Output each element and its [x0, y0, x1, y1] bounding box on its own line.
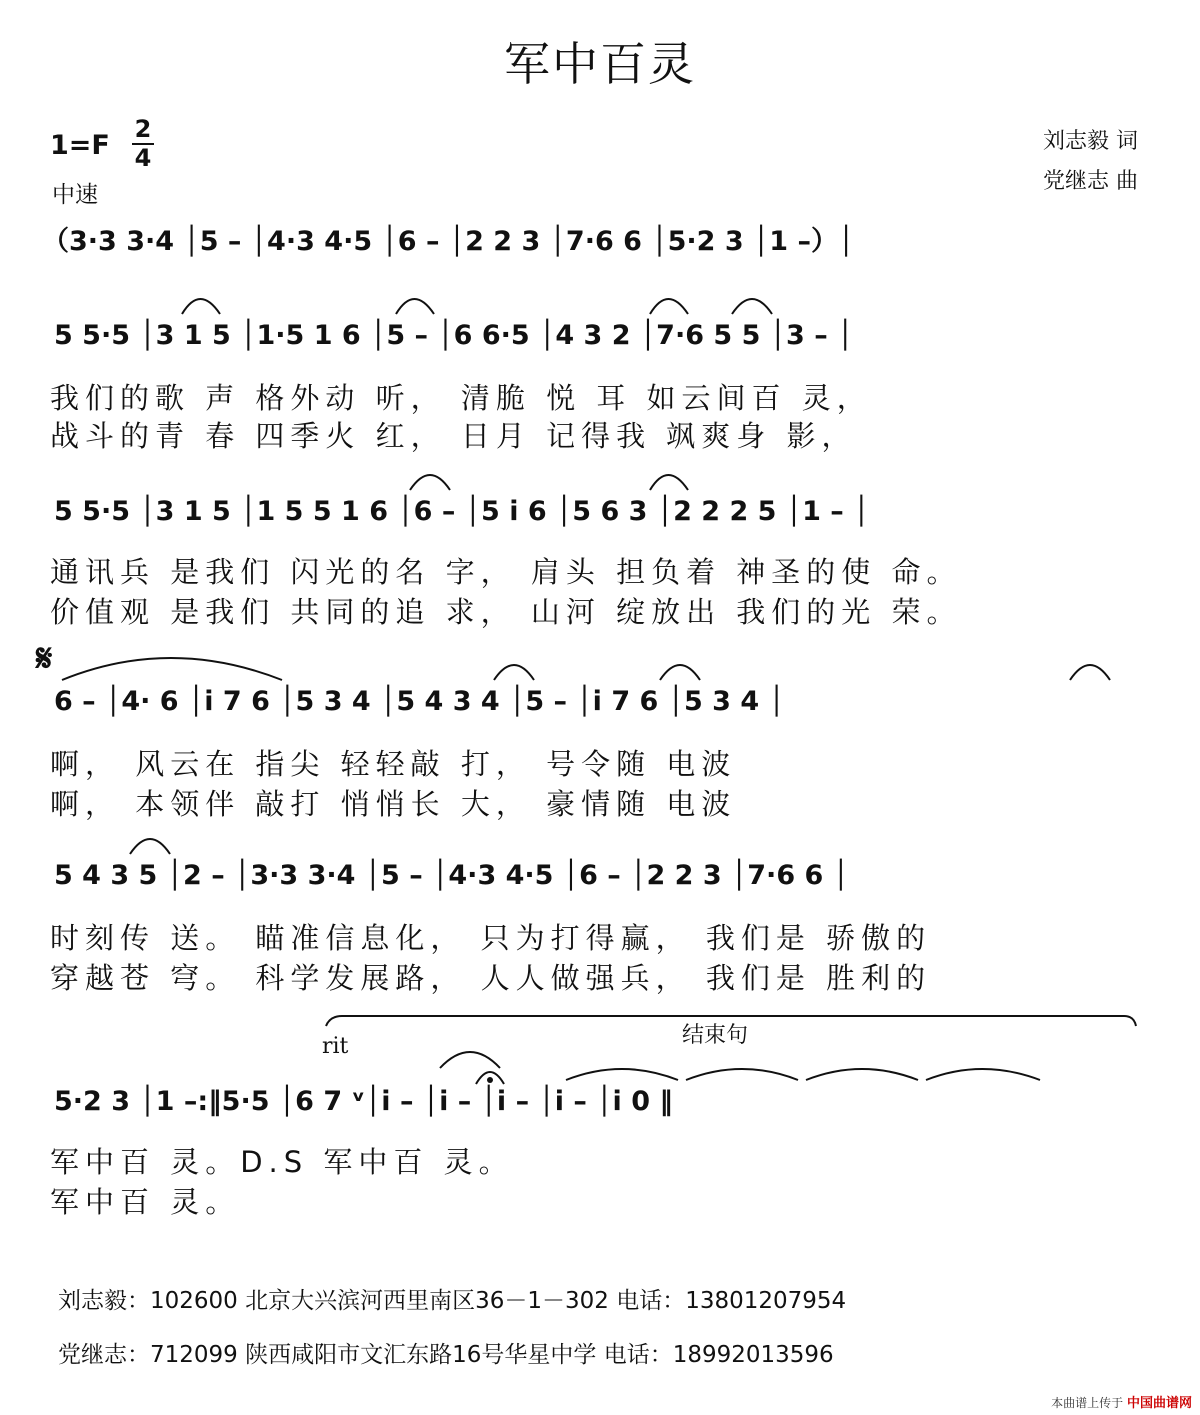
contact-composer: 党继志：712099 陕西咸阳市文汇东路16号华星中学 电话：18992013596 — [58, 1342, 834, 1368]
ritardando-marking: rit — [322, 1034, 349, 1059]
tempo-marking: 中速 — [52, 182, 98, 208]
fermata-dot — [487, 1077, 493, 1083]
key-signature: 1=F — [50, 130, 110, 161]
score-row-3-notes: 5 5·5 │3 1 5 │1 5 5 1 6 │6 – │5 i 6 │5 6 3 │2 2 2 5 │1 – │ — [54, 496, 870, 527]
lyricist-credit: 刘志毅 词 — [1043, 129, 1138, 154]
slur-row3-b — [650, 475, 688, 490]
slur-row4-b — [660, 665, 700, 680]
contact-lyricist: 刘志毅：102600 北京大兴滨河西里南区36－1－302 电话：13801207954 — [58, 1288, 847, 1314]
slur-row2-d — [732, 299, 772, 314]
score-row-2-lyric-2: 战斗的青 春 四季火 红， 日月 记得我 飒爽身 影， — [50, 419, 857, 453]
time-signature-bottom: 4 — [134, 144, 152, 172]
tie-row6-1 — [566, 1069, 678, 1080]
segno-icon: 𝄋 — [36, 636, 53, 680]
score-row-5-lyric-1: 时刻传 送。 瞄准信息化， 只为打得赢， 我们是 骄傲的 — [50, 921, 932, 955]
slur-row4-a — [494, 665, 534, 680]
score-row-5-lyric-2: 穿越苍 穹。 科学发展路， 人人做强兵， 我们是 胜利的 — [50, 961, 932, 995]
tie-row6-3 — [806, 1069, 918, 1080]
slur-row5-a — [130, 839, 170, 854]
score-row-5-notes: 5 4 3 5 │2 – │3·3 3·4 │5 – │4·3 4·5 │6 – │2 2 3 │7·6 6 │ — [54, 860, 849, 891]
score-row-2-notes: 5 5·5 │3 1 5 │1·5 1 6 │5 – │6 6·5 │4 3 2 │7·6 5 5 │3 – │ — [54, 320, 854, 351]
slur-row3-a — [410, 475, 450, 490]
slur-row6-fermata — [440, 1052, 500, 1068]
upload-prefix: 本曲谱上传于 — [1051, 1396, 1124, 1410]
tie-row6-2 — [686, 1069, 798, 1080]
score-row-4-notes: 6 – │4· 6 │i 7 6 │5 3 4 │5 4 3 4 │5 – │i 7 6 │5 3 4 │ — [54, 686, 785, 717]
page-title: 军中百灵 — [504, 37, 696, 91]
score-row-6-notes: 5·2 3 │1 –:‖5·5 │6 7 ᵛ│i – │i – │i – │i – │i 0 ‖ — [54, 1086, 673, 1117]
tie-row6-4 — [926, 1069, 1040, 1080]
slur-row4-c — [1070, 665, 1110, 680]
score-row-6-lyric-1: 军中百 灵。D.S 军中百 灵。 — [50, 1145, 514, 1179]
ending-label: 结束句 — [682, 1023, 749, 1048]
score-row-4-lyric-2: 啊， 本领伴 敲打 悄悄长 大， 豪情随 电波 — [50, 787, 737, 821]
time-signature-top: 2 — [134, 115, 152, 143]
slur-row2-c — [650, 299, 688, 314]
slur-row2-a — [182, 299, 220, 314]
slur-row2-b — [396, 299, 434, 314]
score-row-6-lyric-2: 军中百 灵。 — [50, 1185, 241, 1219]
score-row-3-lyric-2: 价值观 是我们 共同的追 求， 山河 绽放出 我们的光 荣。 — [50, 595, 962, 629]
score-row-1-notes: （3·3 3·4 │5 – │4·3 4·5 │6 – │2 2 3 │7·6 6 │5·2 3 │1 –）│ — [42, 226, 855, 257]
score-row-3-lyric-1: 通讯兵 是我们 闪光的名 字， 肩头 担负着 神圣的使 命。 — [50, 555, 962, 589]
site-logo-text: 中国曲谱网 — [1126, 1396, 1192, 1411]
score-row-4-lyric-1: 啊， 风云在 指尖 轻轻敲 打， 号令随 电波 — [50, 747, 737, 781]
rit-bracket — [326, 1016, 1136, 1026]
composer-credit: 党继志 曲 — [1043, 169, 1138, 194]
slur-row4-long — [62, 658, 282, 680]
score-row-2-lyric-1: 我们的歌 声 格外动 听， 清脆 悦 耳 如云间百 灵， — [50, 381, 872, 415]
